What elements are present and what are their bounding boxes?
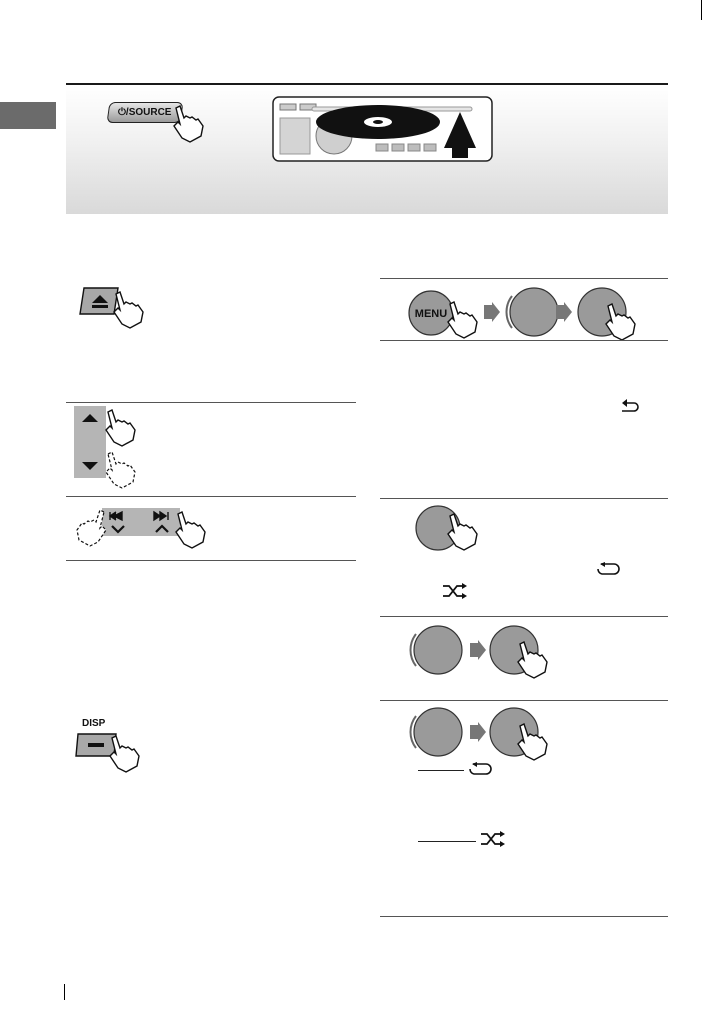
hand-press-dashed-icon — [72, 508, 112, 548]
section-tab — [0, 102, 56, 129]
divider — [380, 616, 668, 617]
divider — [380, 916, 668, 917]
arrow-right-icon — [556, 302, 572, 322]
arrow-right-icon — [470, 640, 486, 660]
cd-unit-illustration — [272, 96, 494, 164]
crop-mark-top-right — [701, 0, 702, 20]
underline — [418, 770, 464, 771]
hand-press-icon — [100, 408, 140, 448]
hand-press-icon — [442, 300, 482, 340]
arrow-right-icon — [484, 302, 500, 322]
divider — [66, 402, 356, 403]
hand-press-icon — [168, 104, 208, 144]
shuffle-icon — [442, 583, 468, 599]
divider — [66, 560, 356, 561]
rotate-dial-icon[interactable] — [410, 704, 466, 760]
divider — [380, 498, 668, 499]
hand-press-icon — [512, 640, 552, 680]
hand-press-dashed-icon — [100, 450, 140, 490]
underline — [418, 841, 476, 842]
divider — [66, 496, 356, 497]
divider — [380, 700, 668, 701]
disp-label: DISP — [82, 718, 106, 729]
hand-press-icon — [104, 734, 144, 774]
menu-button-label: MENU — [414, 308, 448, 320]
hand-press-icon — [170, 510, 210, 550]
shuffle-icon — [480, 831, 506, 847]
source-button-label: ⏻/SOURCE — [118, 107, 172, 118]
crop-mark-bottom-left — [64, 984, 65, 1000]
hand-press-icon — [442, 512, 482, 552]
hand-press-icon — [600, 302, 640, 342]
arrow-right-icon — [470, 722, 486, 742]
hand-press-icon — [512, 722, 552, 762]
repeat-icon — [468, 762, 492, 776]
divider — [380, 278, 668, 279]
repeat-icon — [596, 562, 620, 576]
divider — [380, 340, 668, 341]
rotate-dial-icon[interactable] — [410, 622, 466, 678]
return-icon — [620, 399, 640, 413]
hand-press-icon — [108, 290, 148, 330]
rotate-dial-icon[interactable] — [504, 284, 560, 340]
